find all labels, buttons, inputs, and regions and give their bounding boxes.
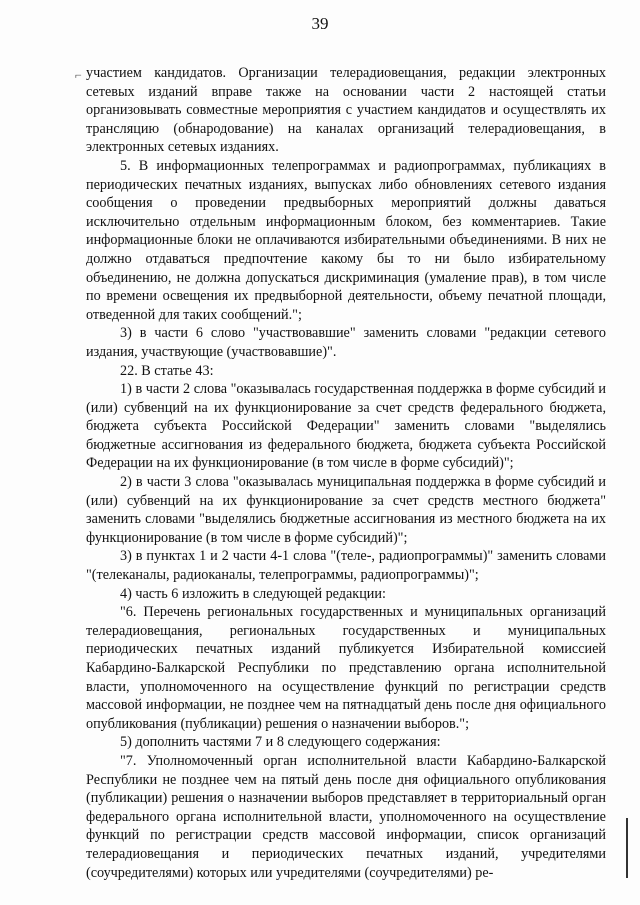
margin-mark: ⌐	[75, 68, 82, 82]
document-body	[86, 64, 606, 882]
paragraph-8: 4) часть 6 изложить в следующей редакции:	[120, 585, 386, 602]
paragraph-7: 3) в пунктах 1 и 2 части 4-1 слова "(теле-, радиопрограммы)" заменить словами "(телеканалы, радиоканалы, телепрограммы, радиопрограммы)";	[86, 548, 606, 584]
margin-line	[626, 818, 628, 878]
page-number: 39	[311, 14, 329, 33]
paragraph-2: 5. В информационных телепрограммах и радиопрограммах, публикациях в периодических печатных изданиях, выпусках либо обновлениях сетевого издания сообщения о проведении предвыборных мероприятий должны даваться исключительно отдельным информационным блоком, без комментариев. Такие информационные блоки не оплачиваются избирательными объединениями. В них не должно отдаваться предпочтение какому бы то ни было избирательному объединению, не должна допускаться дискриминация (умаление прав), в том числе по времени освещения их предвыборной деятельности, объему печатной площади, отведенной для таких сообщений.";	[86, 157, 606, 323]
paragraph-5: 1) в части 2 слова "оказывалась государственная поддержка в форме субсидий и (или) субвенций на их функционирование за счет средств федерального бюджета, бюджета субъекта Российской Федерации" заменить словами "выделялись бюджетные ассигнования из федерального бюджета, бюджета субъекта Российской Федерации на их функционирование (в том числе в форме субсидий)";	[86, 381, 606, 472]
paragraph-4: 22. В статье 43:	[120, 362, 214, 379]
paragraph-1: участием кандидатов. Организации телерадиовещания, редакции электронных сетевых изданий вправе также на основании части 2 настоящей статьи организовывать совместные мероприятия с участием кандидатов и осуществлять их трансляцию (обнародование) на каналах организаций телерадиовещания, в электронных сетевых изданиях.	[86, 65, 606, 156]
paragraph-9: "6. Перечень региональных государственных и муниципальных организаций телерадиовещания, региональных государственных и муниципальных периодических печатных изданий публикуется Избирательной комиссией Кабардино-Балкарской Республики по представлению органа исполнительной власти, уполномоченного на осуществление функций по регистрации средств массовой информации, не позднее чем на пятнадцатый день после дня официального опубликования (публикации) решения о назначении выборов.";	[86, 604, 606, 732]
paragraph-11: "7. Уполномоченный орган исполнительной власти Кабардино-Балкарской Республики не позднее чем на пятый день после дня официального опубликования (публикации) решения о назначении выборов представляет в территориальный орган федерального органа исполнительной власти, уполномоченного на осуществление функций по регистрации средств массовой информации, список организаций телерадиовещания и периодических печатных изданий, учредителями (соучредителями) которых или учредителями (соучредителями) ре-	[86, 752, 606, 881]
paragraph-6: 2) в части 3 слова "оказывалась муниципальная поддержка в форме субсидий и (или) субвенций на их функционирование за счет средств местного бюджета" заменить словами "выделялись бюджетные ассигнования из местного бюджета на их функционирование (в том числе в форме субсидий)";	[86, 474, 606, 546]
paragraph-10: 5) дополнить частями 7 и 8 следующего содержания:	[120, 734, 441, 751]
paragraph-3: 3) в части 6 слово "участвовавшие" заменить словами "редакции сетевого издания, участвующие (участвовавшие)".	[86, 325, 606, 360]
